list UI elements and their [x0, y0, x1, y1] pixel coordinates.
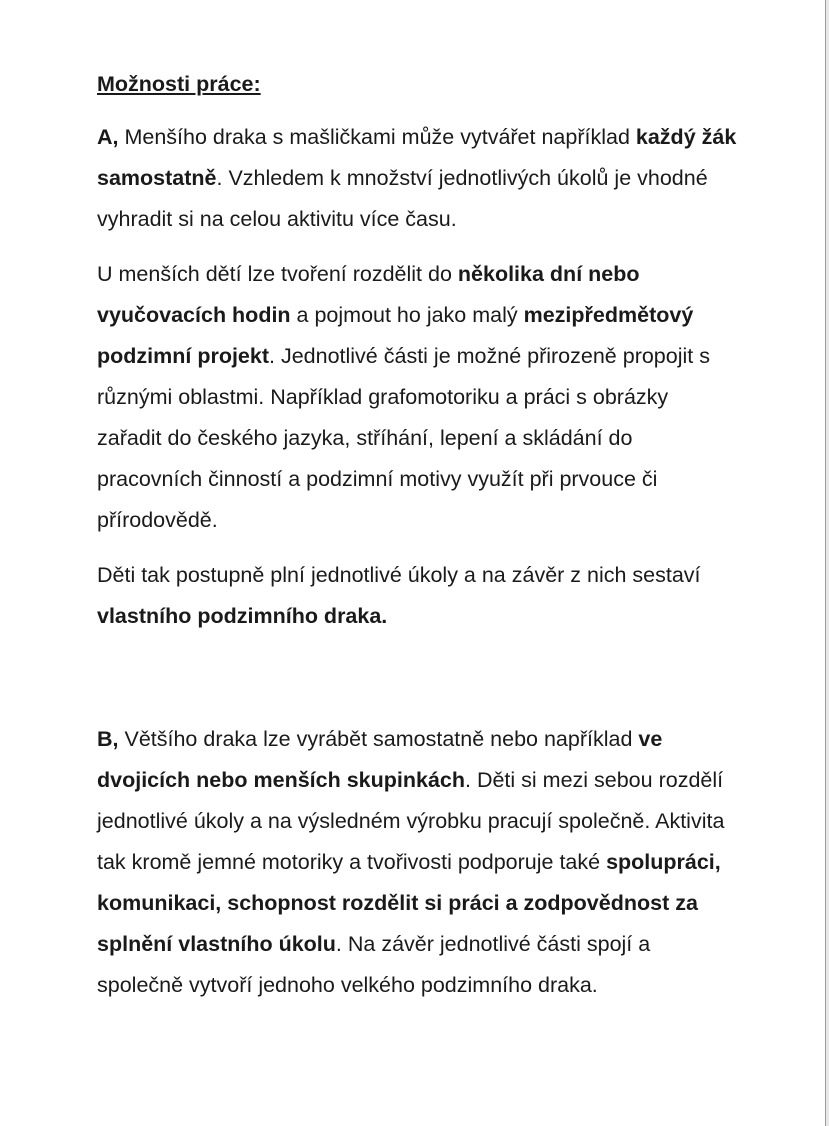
text-run: Děti tak postupně plní jednotlivé úkoly a na závěr z nich sestaví	[97, 563, 701, 587]
document-body	[97, 64, 737, 1020]
page-heading: Možnosti práce:	[97, 72, 261, 96]
text-run: . Jednotlivé části je možné přirozeně propojit s různými oblastmi. Například grafomotoriku a práci s obrázky zařadit do českého jazyka, stříhání, lepení a skládání do pracovních činností a podzimní motivy využít při prvouce či přírodovědě.	[97, 344, 710, 532]
text-run: U menších dětí lze tvoření rozdělit do	[97, 262, 458, 286]
section-a-paragraph-3	[97, 555, 737, 637]
bold-text-run: mezipředmětový podzimní projekt	[97, 303, 694, 368]
section-a-paragraph-1	[97, 117, 737, 240]
text-run: Menšího draka s mašličkami může vytvářet například	[118, 125, 636, 149]
bold-text-run: ve dvojicích nebo menších skupinkách	[97, 727, 663, 792]
bold-text-run: A,	[97, 125, 119, 149]
text-run: a pojmout ho jako malý	[290, 303, 524, 327]
text-run: . Děti si mezi sebou rozdělí jednotlivé úkoly a na výsledném výrobku pracují společně. Aktivita tak kromě jemné motoriky a tvořivosti podporuje také	[97, 768, 725, 874]
bold-text-run: B,	[97, 727, 119, 751]
section-a-paragraph-2	[97, 254, 737, 541]
text-run: Většího draka lze vyrábět samostatně nebo například	[118, 727, 639, 751]
text-run: . Na závěr jednotlivé části spojí a společně vytvoří jednoho velkého podzimního draka.	[97, 932, 651, 997]
bold-text-run: každý žák samostatně	[97, 125, 737, 190]
bold-text-run: několika dní nebo vyučovacích hodin	[97, 262, 640, 327]
bold-text-run: spolupráci, komunikaci, schopnost rozdělit si práci a zodpovědnost za splnění vlastního úkolu	[97, 850, 721, 956]
section-spacer	[97, 651, 737, 719]
section-b-paragraph-1	[97, 719, 737, 1006]
text-run: . Vzhledem k množství jednotlivých úkolů je vhodné vyhradit si na celou aktivitu více času.	[97, 166, 708, 231]
bold-text-run: vlastního podzimního draka.	[97, 604, 388, 628]
